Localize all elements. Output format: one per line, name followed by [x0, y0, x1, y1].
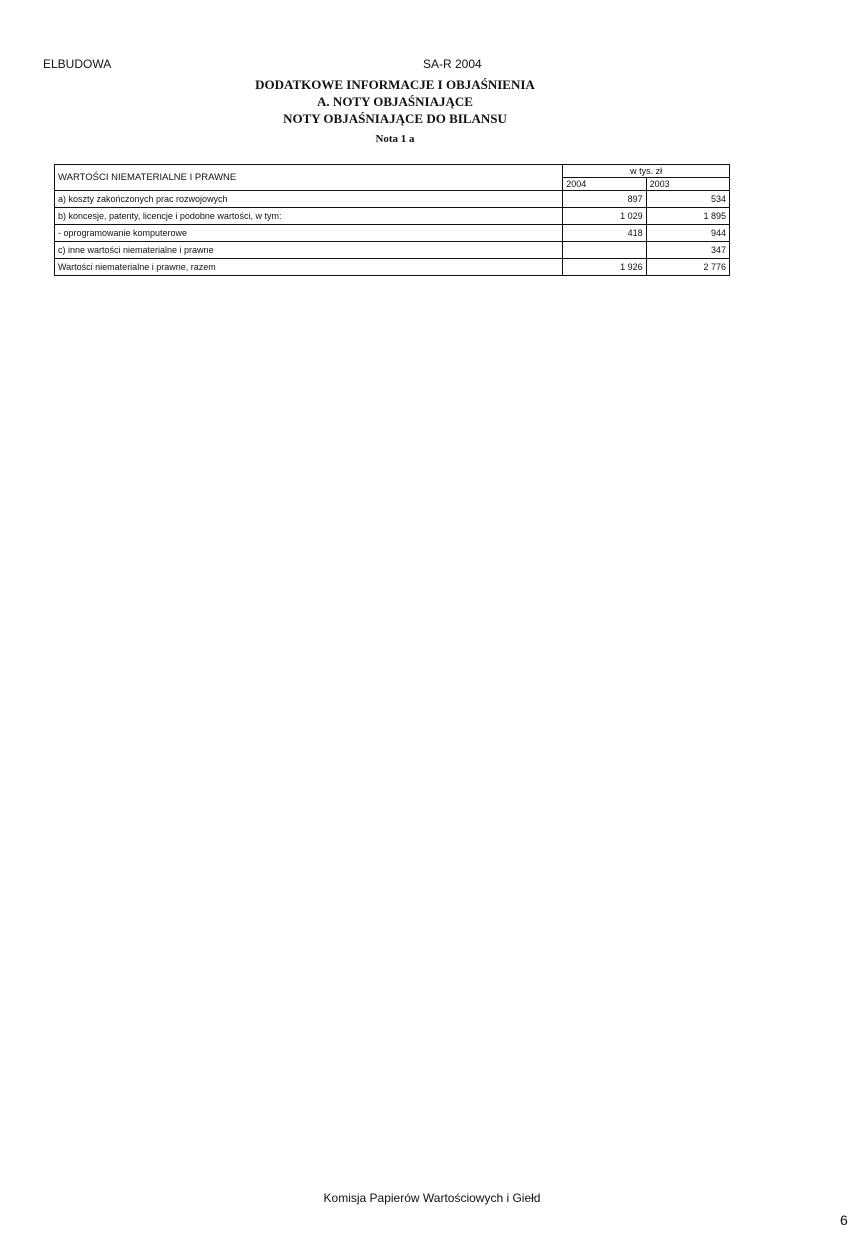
value-2003: 347: [646, 242, 729, 259]
row-label: a) koszty zakończonych prac rozwojowych: [55, 191, 563, 208]
document-headings: [150, 76, 640, 127]
table-row: [55, 225, 730, 242]
units-label: w tys. zł: [563, 165, 730, 178]
year-2003-header: 2003: [646, 178, 729, 191]
intangible-assets-table: [54, 164, 730, 276]
value-2003: 2 776: [646, 259, 729, 276]
report-id: SA-R 2004: [423, 57, 482, 71]
value-2003: 1 895: [646, 208, 729, 225]
row-label: b) koncesje, patenty, licencje i podobne wartości, w tym:: [55, 208, 563, 225]
year-2004-header: 2004: [563, 178, 646, 191]
table-row: [55, 191, 730, 208]
value-2004: 418: [563, 225, 646, 242]
table-row: [55, 208, 730, 225]
table-header-row: [55, 165, 730, 178]
row-label: Wartości niematerialne i prawne, razem: [55, 259, 563, 276]
footer-text: Komisja Papierów Wartościowych i Giełd: [323, 1191, 541, 1205]
note-label: Nota 1 a: [375, 133, 415, 145]
page-number: 6: [840, 1212, 848, 1228]
value-2004: 897: [563, 191, 646, 208]
value-2004: [563, 242, 646, 259]
table-title: WARTOŚCI NIEMATERIALNE I PRAWNE: [55, 165, 563, 191]
company-name: ELBUDOWA: [43, 57, 112, 71]
heading-subsection: NOTY OBJAŚNIAJĄCE DO BILANSU: [283, 111, 507, 126]
row-label: - oprogramowanie komputerowe: [55, 225, 563, 242]
value-2003: 944: [646, 225, 729, 242]
value-2003: 534: [646, 191, 729, 208]
value-2004: 1 029: [563, 208, 646, 225]
table-total-row: [55, 259, 730, 276]
row-label: c) inne wartości niematerialne i prawne: [55, 242, 563, 259]
table-row: [55, 242, 730, 259]
value-2004: 1 926: [563, 259, 646, 276]
heading-main: DODATKOWE INFORMACJE I OBJAŚNIENIA: [255, 77, 535, 92]
heading-section: A. NOTY OBJAŚNIAJĄCE: [317, 94, 473, 109]
